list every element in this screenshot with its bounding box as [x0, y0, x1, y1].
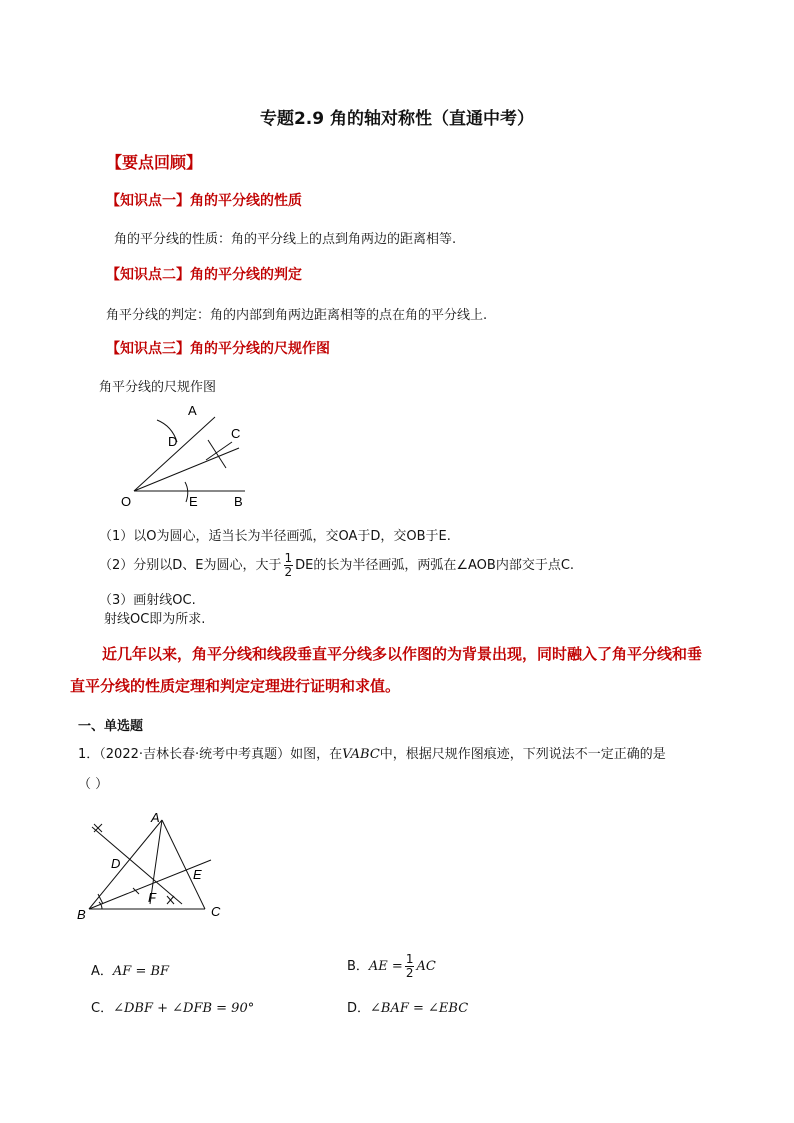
q1-stem-b: 中，根据尺规作图痕迹，下列说法不一定正确的是	[379, 747, 666, 762]
q1-label-e: E	[193, 867, 202, 882]
step-2-den: 2	[284, 565, 293, 579]
triangle-figure	[72, 808, 232, 928]
kp3-title: 【知识点三】角的平分线的尺规作图	[106, 341, 330, 357]
option-b-fraction	[405, 953, 415, 980]
option-b-num: 1	[405, 952, 414, 966]
kp2-text: 角平分线的判定：角的内部到角两边距离相等的点在角的平分线上.	[106, 308, 488, 323]
step-2	[99, 552, 574, 579]
step-2-a: （2）分别以D、E为圆心，大于	[99, 558, 282, 573]
highlight-paragraph: 近几年以来，角平分线和线段垂直平分线多以作图的为背景出现，同时融入了角平分线和垂直平分线的性质定理和判定定理进行证明和求值。	[70, 645, 703, 695]
q1-label-d: D	[111, 856, 121, 871]
step-2-b: DE的长为半径画弧，两弧在∠AOB内部交于点C.	[295, 558, 575, 573]
arc-e	[185, 482, 188, 502]
kp1-title: 【知识点一】角的平分线的性质	[106, 193, 302, 209]
q1-label-c: C	[211, 904, 221, 919]
kp3-caption: 角平分线的尺规作图	[99, 380, 217, 395]
kp2-title: 【知识点二】角的平分线的判定	[106, 267, 302, 283]
step-4: 射线OC即为所求.	[104, 612, 206, 627]
option-c-label: C．	[91, 1001, 114, 1016]
q1-label-b: B	[77, 907, 86, 922]
label-d: D	[168, 434, 178, 449]
q1-label-a: A	[151, 810, 160, 825]
step-2-num: 1	[284, 551, 293, 565]
step-3: （3）画射线OC.	[99, 593, 196, 608]
option-d-label: D．	[347, 1001, 371, 1016]
q1-paren: （ ）	[78, 777, 109, 792]
q1-stem-a: 1．（2022·吉林长春·统考中考真题）如图，在	[78, 747, 343, 762]
option-a-expr: AF = BF	[112, 964, 170, 979]
option-c[interactable]	[91, 997, 254, 1016]
option-b-den: 2	[405, 966, 414, 980]
q1-stem	[78, 743, 666, 762]
ray-oa	[134, 417, 215, 491]
option-d-expr: ∠BAF = ∠EBC	[370, 1001, 469, 1016]
option-b[interactable]	[347, 953, 436, 980]
label-o: O	[121, 494, 132, 509]
review-header: 【要点回顾】	[106, 153, 203, 172]
angle-bisector-figure	[112, 400, 272, 512]
option-c-expr: ∠DBF + ∠DFB = 90°	[113, 1001, 255, 1016]
page-title: 专题2.9 角的轴对称性（直通中考）	[259, 109, 535, 129]
step-2-fraction	[284, 552, 294, 579]
option-b-post: AC	[416, 959, 436, 974]
q1-label-f: F	[148, 890, 156, 905]
option-a-label: A．	[91, 964, 113, 979]
label-e: E	[189, 494, 198, 509]
option-d[interactable]	[347, 997, 468, 1016]
section-title: 一、单选题	[78, 719, 144, 734]
label-a: A	[188, 403, 197, 418]
label-b: B	[234, 494, 243, 509]
step-1: （1）以O为圆心，适当长为半径画弧，交OA于D，交OB于E.	[99, 529, 451, 544]
angle-mark	[99, 902, 102, 909]
kp1-text: 角的平分线的性质：角的平分线上的点到角两边的距离相等.	[114, 232, 457, 247]
option-b-label: B．	[347, 959, 369, 974]
q1-stem-triangle: VABC	[342, 747, 380, 762]
label-c: C	[231, 426, 241, 441]
option-a[interactable]	[91, 960, 169, 979]
option-b-pre: AE =	[368, 959, 403, 974]
